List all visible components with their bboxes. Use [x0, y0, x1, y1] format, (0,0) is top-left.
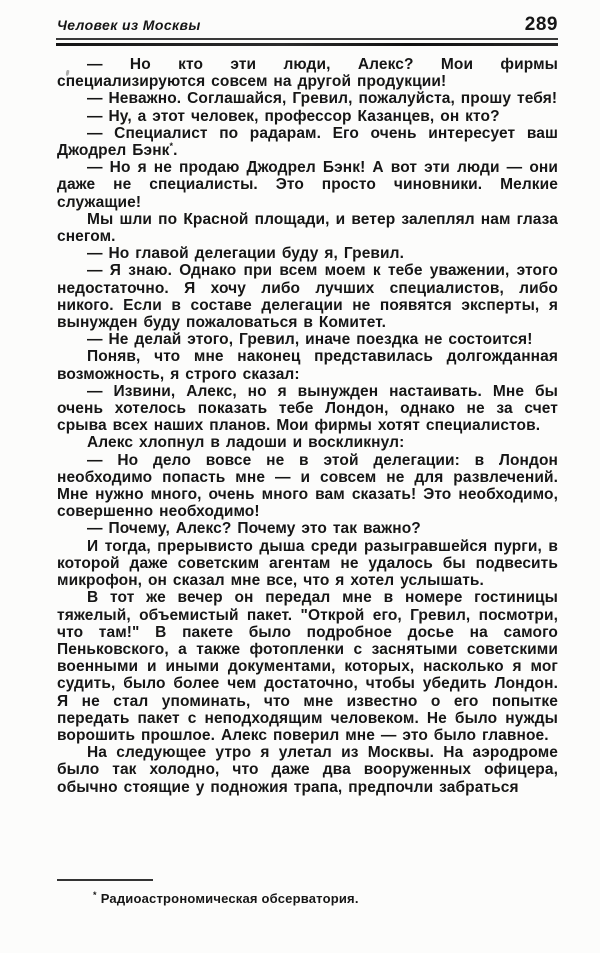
footnote-label: Радиоастрономическая обсерватория. — [100, 891, 359, 906]
paragraph: — Я знаю. Однако при всем моем к тебе уважении, этого недостаточно. Я хочу либо лучших специалистов, либо никого. Если в составе делегации не появятся эксперты, я вынужден буду пожаловаться в Комитет. — [57, 262, 558, 332]
header-rules — [56, 38, 558, 46]
header-rule-thin — [56, 38, 558, 40]
paragraph: — Специалист по радарам. Его очень интересует ваш Джодрел Бэнк*. — [57, 124, 558, 160]
footnote-text — [57, 891, 558, 906]
page-number: 289 — [524, 14, 558, 35]
paragraph: На следующее утро я улетал из Москвы. На аэродроме было так холодно, что даже два вооруженных офицера, обычно стоящие у подножия трапа, предпочли забраться — [57, 744, 558, 796]
paragraph: Поняв, что мне наконец представилась долгожданная возможность, я строго сказал: — [57, 348, 558, 383]
paragraph: — Но главой делегации буду я, Гревил. — [87, 245, 405, 263]
paragraph: — Но кто эти люди, Алекс? Мои фирмы специализируются совсем на другой продукции! — [57, 56, 558, 91]
paragraph: И тогда, прерывисто дыша среди разыгравшейся пурги, в которой даже советским агентам не удалось бы подвесить микрофон, он сказал мне все, что я хотел услышать. — [57, 537, 558, 590]
running-title: Человек из Москвы — [57, 17, 201, 33]
paragraph: — Но я не продаю Джодрел Бэнк! А вот эти люди — они даже не специалисты. Это просто чиновники. Мелкие служащие! — [57, 159, 558, 211]
paragraph: — Почему, Алекс? Почему это так важно? — [87, 520, 421, 538]
footnote-rule — [57, 879, 153, 881]
paragraph: Мы шли по Красной площади, и ветер залеплял нам глаза снегом. — [57, 210, 558, 246]
paragraph: — Неважно. Соглашайся, Гревил, пожалуйста, прошу тебя! — [87, 90, 558, 108]
footnote — [57, 879, 558, 906]
paragraph: В тот же вечер он передал мне в номере гостиницы тяжелый, объемистый пакет. "Открой его, Гревил, посмотри, что там!" В пакете было подробное досье на самого Пеньковского, а также фотопленки с заснятыми советскими военными и иными документами, которых, насколько я мог судить, было более чем достаточно, чтобы убедить Лондон. Я не стал упоминать, что мне известно о его попытке передать пакет с неподходящим человеком. Не было нужды ворошить прошлое. Алекс поверил мне — это было главное. — [57, 589, 558, 744]
paragraph: Алекс хлопнул в ладоши и воскликнул: — [87, 434, 405, 452]
page-header — [57, 14, 558, 36]
paragraph: — Извини, Алекс, но я вынужден настаивать. Мне бы очень хотелось показать тебе Лондон, однако не за счет срыва всех наших планов. Мои фирмы хотят специалистов. — [57, 382, 558, 435]
paragraph: — Ну, а этот человек, профессор Казанцев, он кто? — [87, 107, 500, 125]
body-text — [57, 56, 558, 796]
footnote-marker: * — [93, 889, 97, 900]
paragraph: — Не делай этого, Гревил, иначе поездка не состоится! — [87, 331, 533, 349]
header-rule-thick — [56, 43, 558, 46]
footnote-ref: * — [169, 140, 174, 151]
paragraph: — Но дело вовсе не в этой делегации: в Лондон необходимо попасть мне — и совсем не для развлечений. Мне нужно много, очень много вам сказать! Это необходимо, совершенно необходимо! — [57, 451, 558, 521]
